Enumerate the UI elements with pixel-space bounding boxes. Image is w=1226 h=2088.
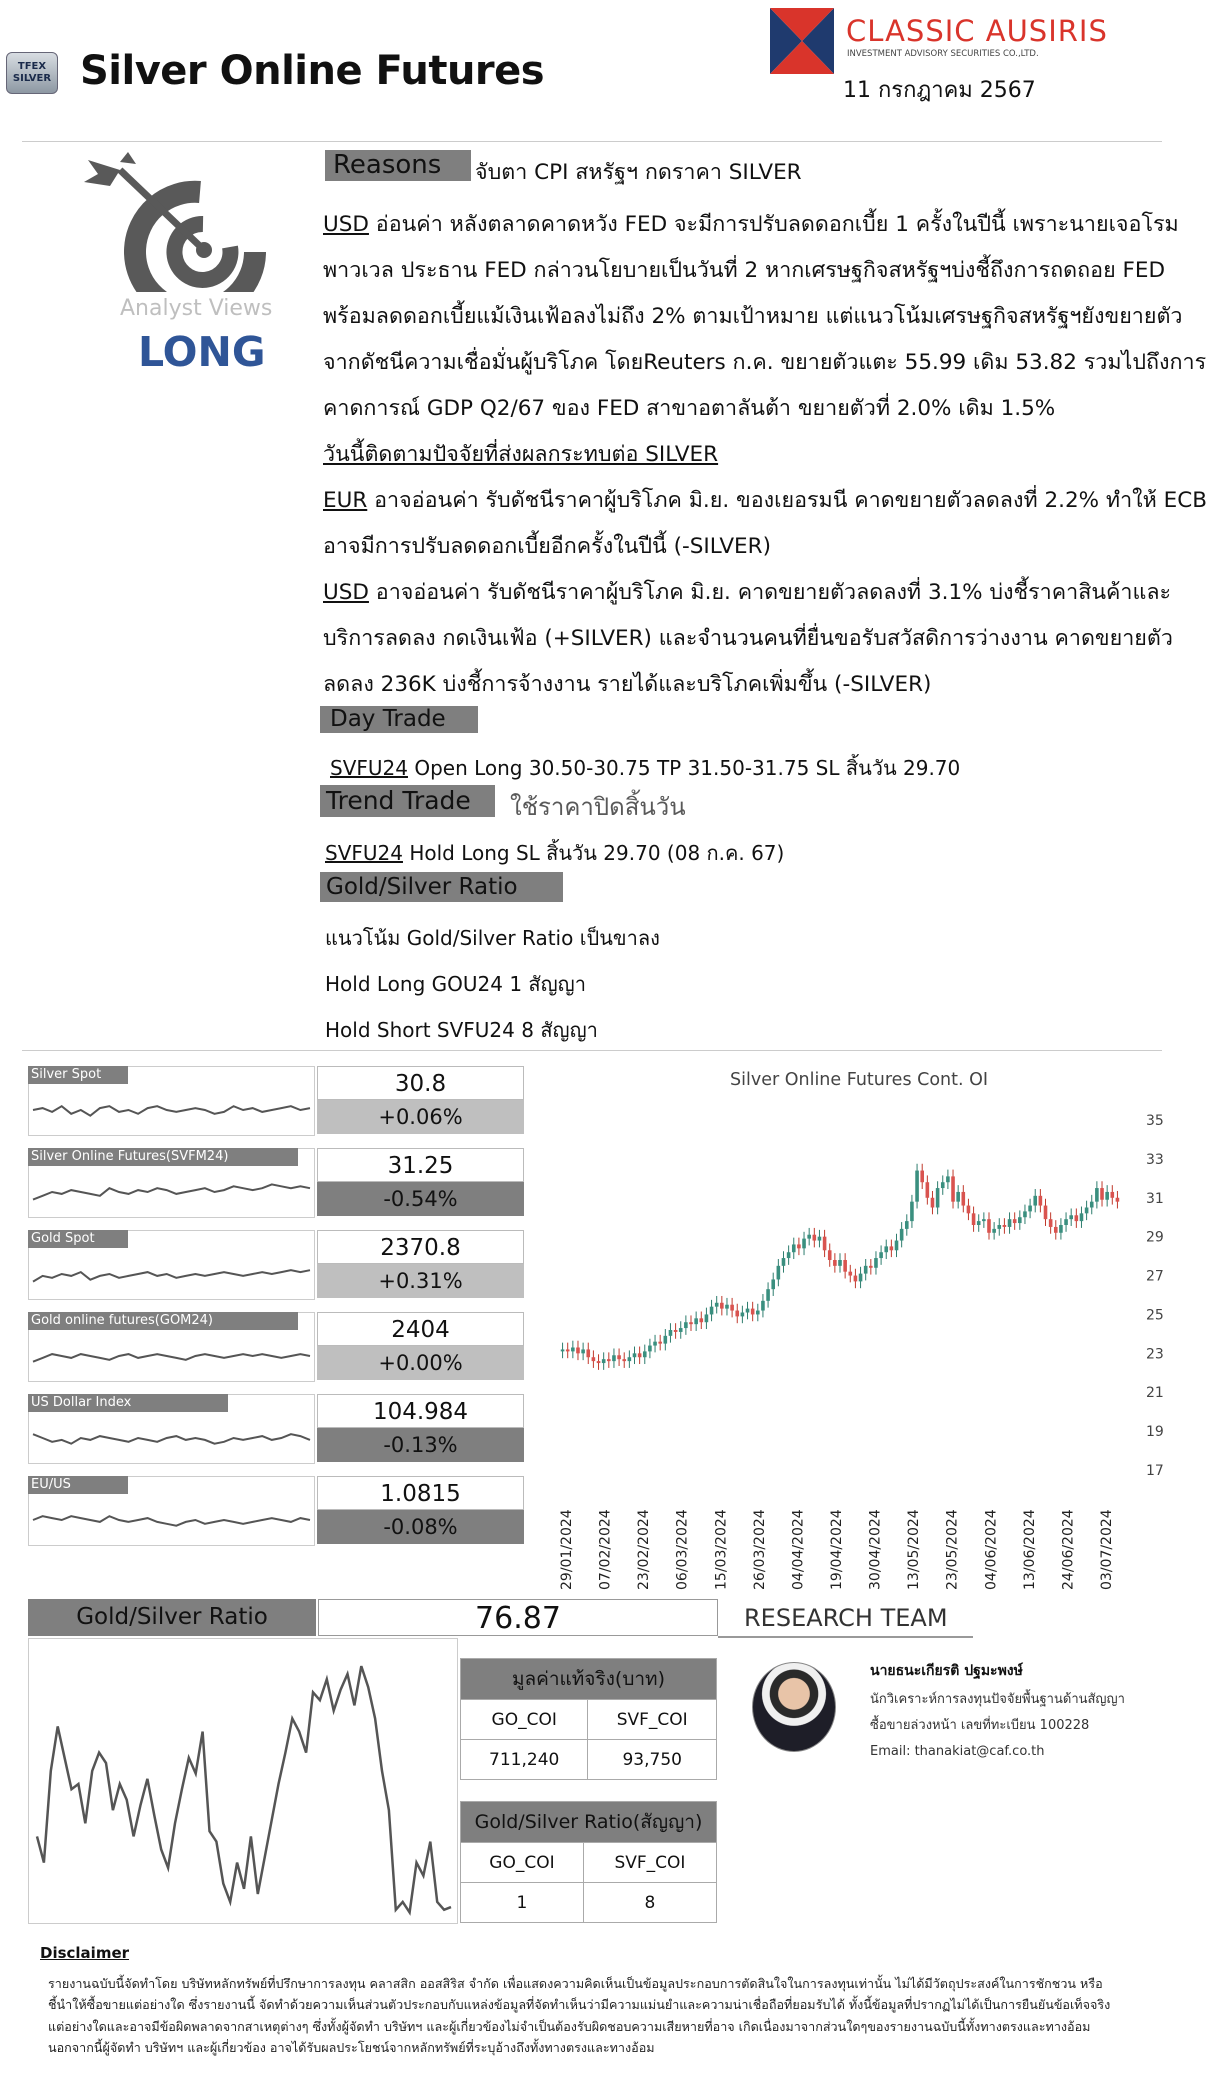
ratio-line-chart: [28, 1638, 458, 1924]
reason-line: บริการลดลง กดเงินเฟ้อ (+SILVER) และจำนวนคนที่ยื่นขอรับสวัสดิการว่างงาน คาดขยายตัว: [323, 626, 1173, 651]
candle-body: [926, 1182, 930, 1198]
candle-body: [576, 1348, 580, 1354]
candle-body: [612, 1355, 616, 1361]
market-value: 104.984: [317, 1394, 524, 1428]
y-tick-label: 29: [1146, 1229, 1164, 1246]
disclaimer-title: Disclaimer: [40, 1944, 130, 1962]
candle-body: [720, 1303, 724, 1309]
day-trade-symbol: SVFU24: [330, 756, 408, 780]
page-title: Silver Online Futures: [80, 48, 545, 94]
candle-body: [782, 1258, 786, 1266]
candle-body: [869, 1266, 873, 1268]
real-value-table: [460, 1658, 717, 1780]
currency-tag: USD: [323, 212, 369, 237]
candle-body: [1013, 1219, 1017, 1223]
y-tick-label: 21: [1146, 1385, 1164, 1402]
col-svf-coi: SVF_COI: [588, 1700, 717, 1740]
candle-body: [838, 1260, 842, 1266]
candle-body: [848, 1272, 852, 1276]
candle-body: [946, 1176, 950, 1182]
val-svf-coi: 93,750: [588, 1740, 717, 1780]
disclaimer-line: ชี้นำให้ซื้อขายแต่อย่างใด ซึ่งรายงานนี้ จัดทำด้วยความเห็นส่วนตัวประกอบกับแหล่งข้อมูลที่จัดทำเห็นว่ามีความแม่นยำและความน่าเชื่อถือที่ยอมรับได้ ทั้งนี้ข้อมูลที่ปรากฏไม่ได้เป็นการยืนยันข้อเท็จจริง: [48, 1997, 1111, 2013]
currency-tag: USD: [323, 580, 369, 605]
candle-body: [956, 1192, 960, 1202]
market-name: Silver Online Futures(SVFM24): [28, 1148, 298, 1166]
candle-body: [633, 1353, 637, 1357]
ratio-line: Hold Long GOU24 1 สัญญา: [325, 972, 586, 996]
candle-body: [972, 1213, 976, 1225]
candle-body: [622, 1359, 626, 1361]
candle-body: [879, 1252, 883, 1258]
candle-body: [828, 1250, 832, 1260]
x-tick-label: 04/04/2024: [790, 1509, 807, 1590]
trend-trade-label: Trend Trade: [320, 785, 495, 817]
market-name: Silver Spot: [28, 1066, 128, 1084]
market-value: 2370.8: [317, 1230, 524, 1264]
col-go-coi: GO_COI: [461, 1700, 588, 1740]
candle-body: [997, 1225, 1001, 1229]
candle-body: [813, 1235, 817, 1241]
candle-body: [1054, 1227, 1058, 1233]
analyst-role: นักวิเคราะห์การลงทุนปัจจัยพื้นฐานด้านสัญญา: [870, 1692, 1125, 1707]
x-tick-label: 19/04/2024: [829, 1509, 845, 1590]
ratio-line: Hold Short SVFU24 8 สัญญา: [325, 1018, 598, 1042]
x-tick-label: 13/06/2024: [1021, 1509, 1038, 1590]
candle-body: [777, 1266, 781, 1280]
market-tile: [28, 1312, 524, 1382]
candle-body: [725, 1305, 729, 1309]
analyst-name: นายธนะเกียรติ ปฐมะพงษ์: [870, 1663, 1023, 1679]
tfex-logo: [6, 52, 58, 94]
candle-body: [1100, 1188, 1104, 1200]
candle-body: [905, 1221, 909, 1229]
x-tick-label: 29/01/2024: [559, 1509, 575, 1590]
sparkline-path: [33, 1434, 310, 1444]
candle-body: [561, 1349, 565, 1351]
market-value: 1.0815: [317, 1476, 524, 1510]
sparkline-path: [33, 1270, 310, 1281]
section-divider: [22, 1050, 1162, 1051]
candle-body: [941, 1182, 945, 1188]
trend-trade-note: ใช้ราคาปิดสิ้นวัน: [510, 793, 686, 821]
candle-body: [689, 1322, 693, 1324]
market-change: -0.54%: [317, 1182, 524, 1216]
sparkline-path: [33, 1516, 310, 1526]
candle-body: [967, 1206, 971, 1214]
candle-body: [592, 1357, 596, 1361]
header-divider: [22, 141, 1162, 142]
candle-body: [910, 1202, 914, 1221]
reason-line: USD อ่อนค่า หลังตลาดคาดหวัง FED จะมีการปรับลดดอกเบี้ย 1 ครั้งในปีนี้ เพราะนายเจอโรม: [323, 212, 1179, 237]
candle-body: [1044, 1206, 1048, 1220]
reason-paragraph-usd: [323, 202, 1213, 708]
ratio-label-box: Gold/Silver Ratio: [28, 1599, 316, 1636]
disclaimer-text: [48, 1973, 1178, 2058]
candle-body: [741, 1313, 745, 1317]
candle-body: [1049, 1219, 1053, 1227]
col-svf-coi: SVF_COI: [583, 1843, 716, 1883]
candle-body: [586, 1349, 590, 1357]
candle-body: [787, 1252, 791, 1258]
candle-body: [843, 1260, 847, 1272]
candle-body: [915, 1171, 919, 1202]
candle-body: [797, 1244, 801, 1248]
candle-body: [664, 1336, 668, 1344]
market-change: -0.13%: [317, 1428, 524, 1462]
market-change: +0.06%: [317, 1100, 524, 1134]
candle-body: [1039, 1196, 1043, 1206]
candle-body: [884, 1246, 888, 1252]
candle-body: [1080, 1213, 1084, 1221]
market-change: +0.00%: [317, 1346, 524, 1380]
candle-body: [1085, 1208, 1089, 1214]
candle-body: [756, 1311, 760, 1315]
val-go-coi: 1: [461, 1883, 584, 1923]
candle-body: [699, 1318, 703, 1322]
candle-body: [1008, 1219, 1012, 1227]
candle-body: [684, 1322, 688, 1328]
candle-body: [962, 1192, 966, 1206]
tfex-logo-text: TFEX SILVER: [12, 61, 52, 84]
reason-line: ลดลง 236K บ่งชี้การจ้างงาน รายได้และบริโภคเพิ่มขึ้น (-SILVER): [323, 672, 932, 697]
candle-body: [1069, 1215, 1073, 1219]
candle-body: [597, 1361, 601, 1363]
today-heading: วันนี้ติดตามปัจจัยที่ส่งผลกระทบต่อ SILVER: [323, 442, 719, 467]
market-name: Gold online futures(GOM24): [28, 1312, 298, 1330]
candle-body: [669, 1330, 673, 1336]
x-tick-label: 30/04/2024: [867, 1509, 884, 1590]
candle-body: [977, 1221, 981, 1225]
reason-line: คาดการณ์ GDP Q2/67 ของ FED สาขาอตาลันต้า ขยายตัวที่ 2.0% เดิม 1.5%: [323, 396, 1056, 421]
candle-body: [1028, 1206, 1032, 1212]
reason-line: พาวเวล ประธาน FED กล่าวนโยบายเป็นวันที่ 2 หากเศรษฐกิจสหรัฐฯบ่งชี้ถึงการถดถอย FED: [323, 258, 1166, 283]
val-go-coi: 711,240: [461, 1740, 588, 1780]
day-trade-label: Day Trade: [320, 706, 478, 733]
candle-body: [987, 1219, 991, 1233]
market-tile: [28, 1148, 524, 1218]
x-tick-label: 23/02/2024: [636, 1509, 653, 1590]
candle-body: [1033, 1196, 1037, 1206]
candle-body: [751, 1309, 755, 1315]
candle-body: [1023, 1211, 1027, 1217]
candle-body: [823, 1237, 827, 1251]
reasons-headline: จับตา CPI สหรัฐฯ กดราคา SILVER: [475, 160, 802, 185]
company-subtitle: INVESTMENT ADVISORY SECURITIES CO.,LTD.: [847, 49, 1039, 59]
market-name: US Dollar Index: [28, 1394, 228, 1412]
market-tile: [28, 1230, 524, 1300]
y-tick-label: 33: [1146, 1151, 1164, 1168]
x-tick-label: 15/03/2024: [713, 1509, 730, 1590]
candle-body: [771, 1279, 775, 1289]
candle-body: [746, 1309, 750, 1313]
x-tick-label: 03/07/2024: [1099, 1509, 1115, 1590]
x-tick-label: 06/03/2024: [674, 1509, 691, 1590]
candle-body: [807, 1235, 811, 1239]
candle-body: [761, 1301, 765, 1311]
reasons-label: Reasons: [325, 150, 471, 181]
market-name: Gold Spot: [28, 1230, 128, 1248]
y-tick-label: 27: [1146, 1268, 1164, 1285]
candle-body: [643, 1351, 647, 1357]
reason-line: พร้อมลดดอกเบี้ยแม้เงินเฟ้อลงไม่ถึง 2% ตามเป้าหมาย แต่แนวโน้มเศรษฐกิจสหรัฐฯยังขยายตัว: [323, 304, 1183, 329]
x-tick-label: 07/02/2024: [597, 1509, 614, 1590]
market-value: 2404: [317, 1312, 524, 1346]
candle-body: [581, 1349, 585, 1353]
ratio-contract-header: Gold/Silver Ratio(สัญญา): [461, 1802, 717, 1843]
candle-body: [710, 1307, 714, 1315]
market-value: 31.25: [317, 1148, 524, 1182]
candle-body: [895, 1241, 899, 1251]
candle-body: [628, 1357, 632, 1361]
market-name: EU/US: [28, 1476, 128, 1494]
candle-body: [1095, 1188, 1099, 1202]
y-tick-label: 31: [1146, 1190, 1164, 1207]
candle-body: [1075, 1215, 1079, 1221]
candle-body: [1003, 1225, 1007, 1227]
candle-body: [607, 1359, 611, 1361]
candle-body: [766, 1289, 770, 1301]
candle-body: [1064, 1219, 1068, 1225]
candle-body: [864, 1266, 868, 1274]
market-change: -0.08%: [317, 1510, 524, 1544]
ratio-line: [37, 1666, 451, 1912]
analyst-email: Email: thanakiat@caf.co.th: [870, 1744, 1045, 1759]
market-change: +0.31%: [317, 1264, 524, 1298]
reason-line: จากดัชนีความเชื่อมั่นผู้บริโภค โดยReuters ก.ค. ขยายตัวแตะ 55.99 เดิม 53.82 รวมไปถึงการ: [323, 350, 1207, 375]
analyst-avatar: [752, 1662, 836, 1752]
candle-body: [638, 1353, 642, 1357]
ratio-section-lines: [325, 915, 660, 1053]
x-tick-label: 13/05/2024: [906, 1509, 923, 1590]
report-date: 11 กรกฎาคม 2567: [843, 78, 1036, 103]
candle-body: [931, 1198, 935, 1208]
candle-body: [1105, 1192, 1109, 1200]
x-tick-label: 24/06/2024: [1060, 1509, 1077, 1590]
y-tick-label: 25: [1146, 1307, 1164, 1324]
market-tile: [28, 1394, 524, 1464]
research-team-label: RESEARCH TEAM: [744, 1604, 948, 1632]
candle-body: [705, 1314, 709, 1322]
reason-line: อาจมีการปรับลดดอกเบี้ยอีกครั้งในปีนี้ (-SILVER): [323, 534, 771, 559]
candle-body: [566, 1349, 570, 1351]
candle-body: [653, 1342, 657, 1346]
candle-body: [571, 1348, 575, 1352]
candle-body: [874, 1258, 878, 1268]
y-tick-label: 35: [1146, 1113, 1164, 1129]
candle-body: [1059, 1225, 1063, 1233]
candle-body: [602, 1359, 606, 1363]
sparkline-path: [33, 1354, 310, 1362]
y-tick-label: 19: [1146, 1424, 1164, 1441]
candle-body: [833, 1260, 837, 1266]
candle-body: [679, 1328, 683, 1332]
candle-body: [1116, 1198, 1120, 1202]
disclaimer-line: รายงานฉบับนี้จัดทำโดย บริษัทหลักทรัพย์ที่ปรึกษาการลงทุน คลาสสิก ออสสิริส จำกัด เพื่อแสดงความคิดเห็นเป็นข้อมูลประกอบการตัดสินใจในการลงทุนเท่านั้น ไม่ได้มีวัตถุประสงค์ในการชักชวน หรือ: [48, 1976, 1103, 1991]
x-tick-label: 04/06/2024: [983, 1509, 1000, 1590]
val-svf-coi: 8: [583, 1883, 716, 1923]
day-trade-text: SVFU24 Open Long 30.50-30.75 TP 31.50-31.75 SL สิ้นวัน 29.70: [330, 756, 961, 780]
candle-body: [802, 1239, 806, 1249]
candle-body: [735, 1311, 739, 1317]
candle-body: [818, 1237, 822, 1241]
candle-body: [936, 1188, 940, 1207]
disclaimer-line: แต่อย่างใดและอาจมีข้อผิดพลาดจากสาเหตุต่างๆ ซึ่งทั้งผู้จัดทำ บริษัทฯ และผู้เกี่ยวข้องไม่จำเป็นต้องรับผิดชอบความเสียหายที่อาจ เกิดเนื่องมาจากส่วนใดๆของรายงานฉบับนี้ทั้งทางตรงและทางอ้อม: [48, 2018, 1091, 2034]
futures-chart-title: Silver Online Futures Cont. OI: [730, 1070, 989, 1090]
y-tick-label: 17: [1146, 1463, 1164, 1479]
candle-body: [1110, 1192, 1114, 1198]
ratio-section-label: Gold/Silver Ratio: [320, 872, 563, 902]
candle-body: [890, 1246, 894, 1250]
candle-body: [648, 1346, 652, 1352]
ratio-line: แนวโน้ม Gold/Silver Ratio เป็นขาลง: [325, 926, 660, 950]
candle-body: [1018, 1217, 1022, 1223]
candle-body: [694, 1318, 698, 1324]
company-name: CLASSIC AUSIRIS: [846, 14, 1108, 48]
real-value-header: มูลค่าแท้จริง(บาท): [461, 1659, 717, 1700]
company-logo-icon: [770, 8, 834, 74]
candle-body: [792, 1244, 796, 1252]
candle-body: [859, 1274, 863, 1282]
ratio-contract-table: [460, 1801, 717, 1923]
candle-body: [1090, 1202, 1094, 1208]
candle-body: [674, 1330, 678, 1332]
candle-body: [992, 1229, 996, 1233]
ratio-value-box: 76.87: [318, 1599, 718, 1636]
candle-body: [951, 1176, 955, 1201]
candle-body: [854, 1276, 858, 1282]
candle-body: [900, 1229, 904, 1241]
market-tile: [28, 1476, 524, 1546]
trend-trade-text: SVFU24 Hold Long SL สิ้นวัน 29.70 (08 ก.ค. 67): [325, 841, 785, 865]
x-tick-label: 23/05/2024: [944, 1509, 961, 1590]
col-go-coi: GO_COI: [461, 1843, 584, 1883]
reason-line: USD อาจอ่อนค่า รับดัชนีราคาผู้บริโภค มิ.ย. คาดขยายตัวลดลงที่ 3.1% บ่งชี้ราคาสินค้าและ: [323, 580, 1172, 605]
sparkline-path: [33, 1106, 310, 1116]
reason-line: EUR อาจอ่อนค่า รับดัชนีราคาผู้บริโภค มิ.ย. ของเยอรมนี คาดขยายตัวลดลงที่ 2.2% ทำให้ ECB: [323, 488, 1208, 513]
market-value: 30.8: [317, 1066, 524, 1100]
candle-body: [730, 1305, 734, 1311]
candle-body: [715, 1303, 719, 1307]
candle-body: [658, 1342, 662, 1344]
target-dart-icon: [80, 152, 270, 292]
candle-body: [617, 1355, 621, 1359]
trend-trade-symbol: SVFU24: [325, 841, 403, 865]
market-tile: [28, 1066, 524, 1136]
candle-body: [982, 1219, 986, 1221]
currency-tag: EUR: [323, 488, 368, 513]
disclaimer-line: นอกจากนี้ผู้จัดทำ บริษัทฯ และผู้เกี่ยวข้อง อาจได้รับผลประโยชน์จากหลักทรัพย์ที่ระบุอ้างถึงทั้งทางตรงและทางอ้อม: [48, 2039, 655, 2055]
y-tick-label: 23: [1146, 1346, 1164, 1363]
analyst-views-label: Analyst Views: [120, 296, 273, 321]
candle-body: [920, 1171, 924, 1183]
sparkline-path: [33, 1184, 310, 1199]
futures-candlestick-chart: [540, 1100, 1180, 1600]
x-tick-label: 26/03/2024: [751, 1509, 768, 1590]
analyst-view-value: LONG: [138, 328, 266, 376]
analyst-license: ซื้อขายล่วงหน้า เลขที่ทะเบียน 100228: [870, 1718, 1090, 1733]
research-divider: [718, 1636, 973, 1638]
